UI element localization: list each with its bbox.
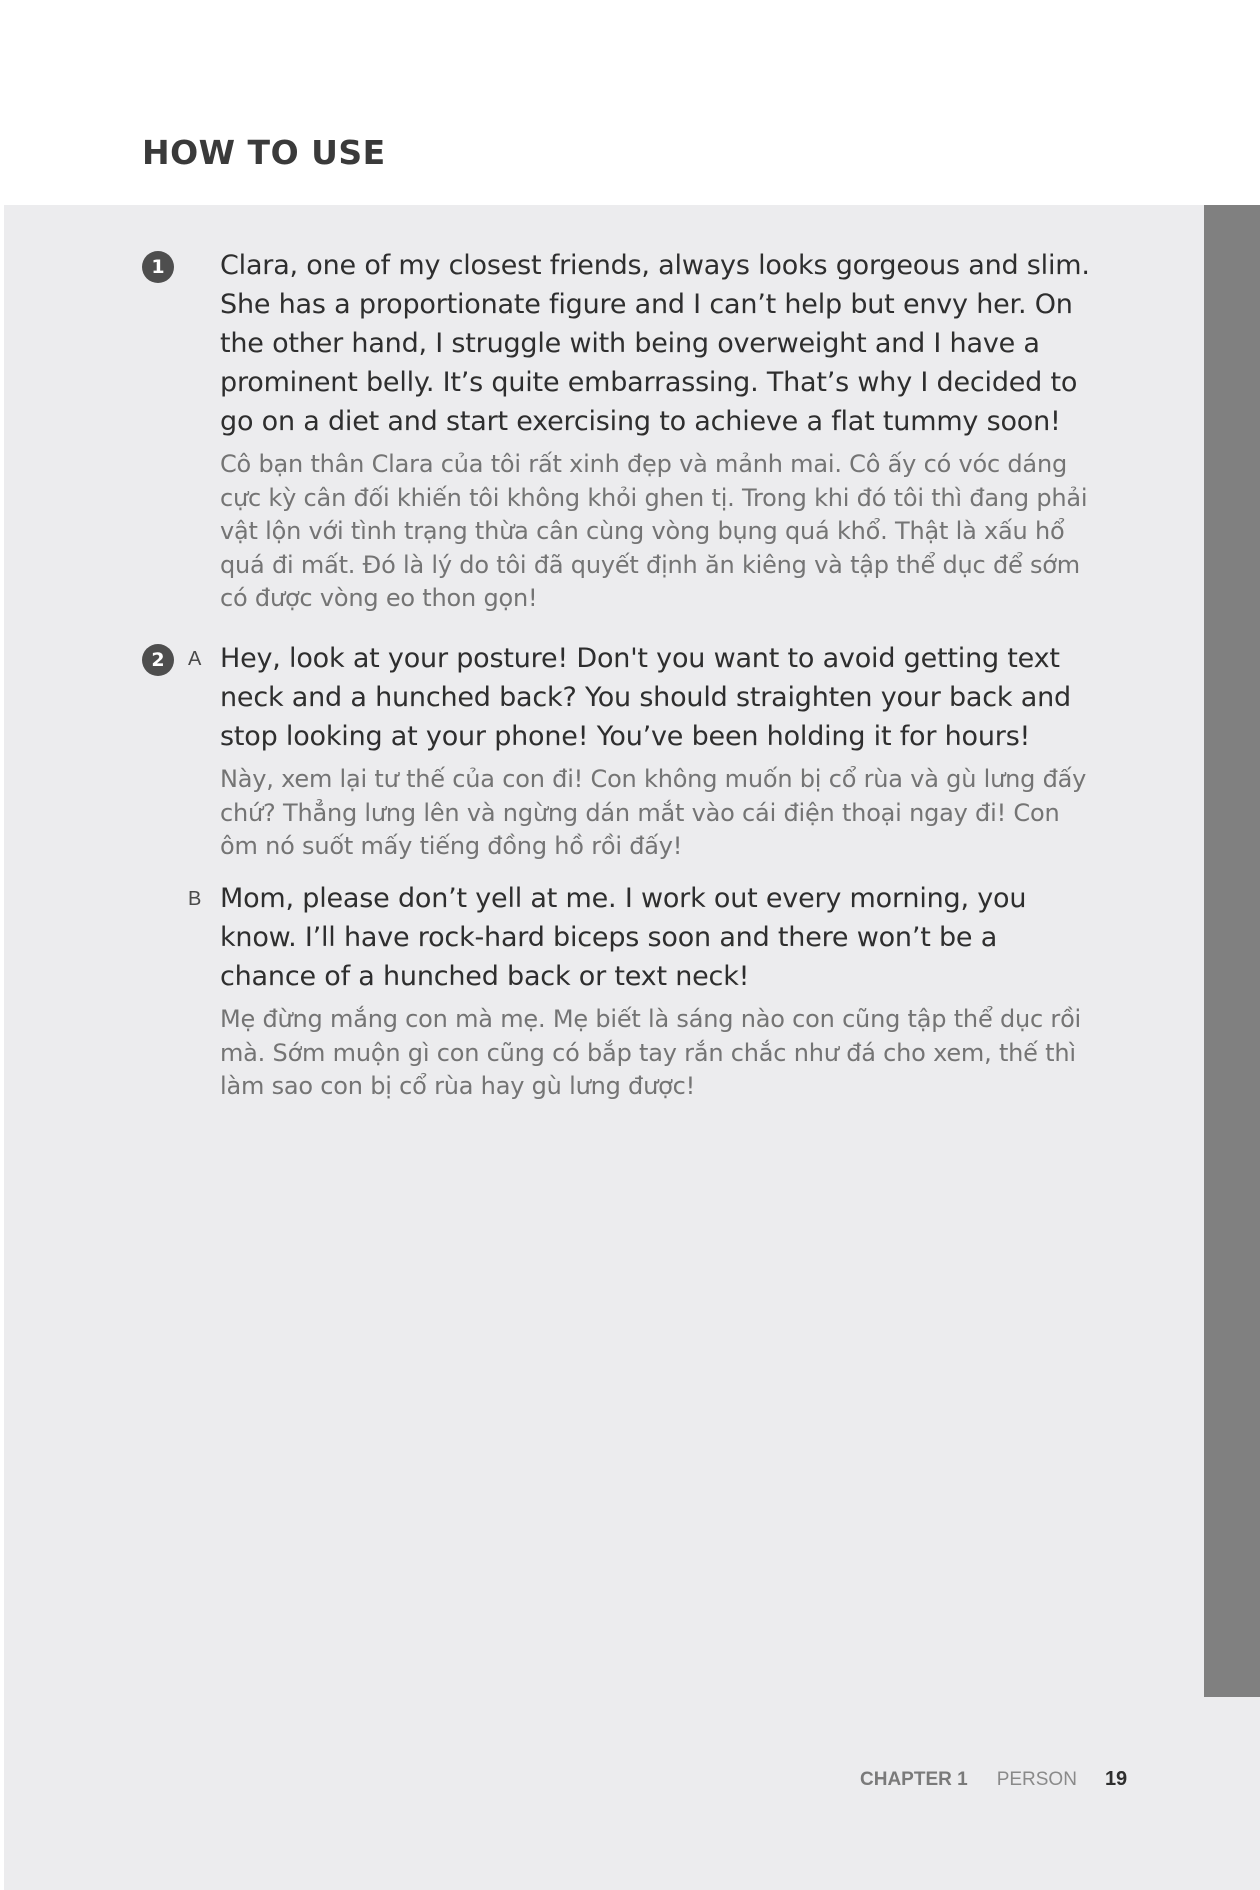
speaker-label-b: B: [188, 888, 202, 910]
dialogue-a-english-text: Hey, look at your posture! Don't you want to avoid getting text neck and a hunched back? You should straighten your back and stop looking at your phone! You’ve been holding it for hours!: [220, 643, 1071, 752]
footer-section: PERSON: [996, 1769, 1077, 1790]
dialogue-b-english-text: Mom, please don’t yell at me. I work out every morning, you know. I’ll have rock-hard biceps soon and there won’t be a chance of a hunched back or text neck!: [220, 883, 1027, 992]
entry-number-badge: 1: [142, 251, 174, 283]
page-header: [0, 0, 1260, 205]
dialogue-a-vietnamese-text: Này, xem lại tư thế của con đi! Con không muốn bị cổ rùa và gù lưng đấy chứ? Thẳng lưng lên và ngừng dán mắt vào cái điện thoại ngay đi! Con ôm nó suốt mấy tiếng đồng hồ rồi đấy!: [220, 765, 1087, 860]
page-title: HOW TO USE: [142, 133, 386, 172]
entry-1-vietnamese-text: Cô bạn thân Clara của tôi rất xinh đẹp và mảnh mai. Cô ấy có vóc dáng cực kỳ cân đối khiến tôi không khỏi ghen tị. Trong khi đó tôi thì đang phải vật lộn với tình trạng thừa cân cùng vòng bụng quá khổ. Thật là xấu hổ quá đi mất. Đó là lý do tôi đã quyết định ăn kiêng và tập thể dục để sớm có được vòng eo thon gọn!: [220, 450, 1088, 612]
footer-chapter: CHAPTER 1: [860, 1769, 968, 1790]
dialogue-b-vietnamese-text: Mẹ đừng mắng con mà mẹ. Mẹ biết là sáng nào con cũng tập thể dục rồi mà. Sớm muộn gì con cũng có bắp tay rắn chắc như đá cho xem, thế thì làm sao con bị cổ rùa hay gù lưng được!: [220, 1005, 1082, 1100]
page-footer: [860, 1768, 1127, 1792]
chapter-side-tab: [1204, 205, 1260, 1697]
entry-1-english-text: Clara, one of my closest friends, always looks gorgeous and slim. She has a proportionate figure and I can’t help but envy her. On the other hand, I struggle with being overweight and I have a prominent belly. It’s quite embarrassing. That’s why I decided to go on a diet and start exercising to achieve a flat tummy soon!: [220, 250, 1090, 437]
speaker-label-a: A: [188, 648, 202, 670]
page-number: 19: [1104, 1768, 1128, 1790]
entry-number-badge: 2: [142, 644, 174, 676]
